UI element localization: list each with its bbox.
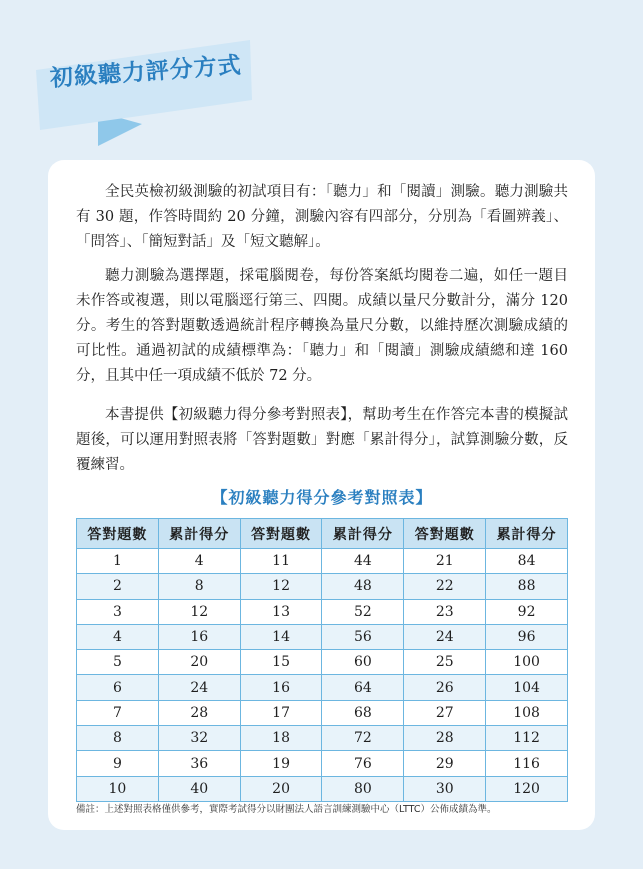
title-ribbon bbox=[0, 0, 260, 150]
table-row bbox=[77, 776, 568, 801]
score-cell: 52 bbox=[322, 599, 404, 624]
score-cell: 116 bbox=[486, 751, 568, 776]
score-cell: 24 bbox=[158, 675, 240, 700]
score-cell: 108 bbox=[486, 700, 568, 725]
correct-count-cell: 1 bbox=[77, 549, 159, 574]
intro-paragraph: 全民英檢初級測驗的初試項目有：「聽力」和「閱讀」測驗。聽力測驗共有 30 題，作答時間約 20 分鐘，測驗內容有四部分，分別為「看圖辨義」、「問答」、「簡短對話」及「短文聽解」。 bbox=[76, 184, 568, 250]
table-body bbox=[77, 549, 568, 802]
score-cell: 8 bbox=[158, 574, 240, 599]
correct-count-cell: 24 bbox=[404, 624, 486, 649]
correct-count-cell: 16 bbox=[240, 675, 322, 700]
table-row bbox=[77, 675, 568, 700]
table-row bbox=[77, 599, 568, 624]
correct-count-cell: 20 bbox=[240, 776, 322, 801]
correct-count-cell: 23 bbox=[404, 599, 486, 624]
score-cell: 100 bbox=[486, 650, 568, 675]
correct-count-cell: 26 bbox=[404, 675, 486, 700]
usage-paragraph: 本書提供【初級聽力得分參考對照表】，幫助考生在作答完本書的模擬試題後，可以運用對照表將「答對題數」對應「累計得分」，試算測驗分數，反覆練習。 bbox=[76, 407, 568, 473]
score-cell: 36 bbox=[158, 751, 240, 776]
score-cell: 96 bbox=[486, 624, 568, 649]
page-title: 初級聽力評分方式 bbox=[49, 52, 243, 92]
table-row bbox=[77, 726, 568, 751]
score-cell: 64 bbox=[322, 675, 404, 700]
score-cell: 40 bbox=[158, 776, 240, 801]
correct-count-cell: 10 bbox=[77, 776, 159, 801]
score-cell: 12 bbox=[158, 599, 240, 624]
correct-count-cell: 7 bbox=[77, 700, 159, 725]
scoring-paragraph: 聽力測驗為選擇題，採電腦閱卷，每份答案紙均閱卷二遍，如任一題目未作答或複選，則以電腦逕行第三、四閱。成績以量尺分數計分，滿分 120 分。考生的答對題數透過統計程序轉換為量尺分數，以維持歷次測驗成績的可比性。通過初試的成績標準為：「聽力」和「閱讀」測驗成績總和達 160 分，且其中任一項成績不低於 72 分。 bbox=[76, 268, 568, 384]
score-cell: 68 bbox=[322, 700, 404, 725]
score-cell: 112 bbox=[486, 726, 568, 751]
table-row bbox=[77, 751, 568, 776]
correct-count-cell: 2 bbox=[77, 574, 159, 599]
correct-count-cell: 22 bbox=[404, 574, 486, 599]
score-cell: 16 bbox=[158, 624, 240, 649]
score-cell: 32 bbox=[158, 726, 240, 751]
correct-count-cell: 13 bbox=[240, 599, 322, 624]
correct-count-cell: 8 bbox=[77, 726, 159, 751]
correct-count-cell: 30 bbox=[404, 776, 486, 801]
correct-count-cell: 18 bbox=[240, 726, 322, 751]
table-row bbox=[77, 549, 568, 574]
score-cell: 56 bbox=[322, 624, 404, 649]
score-cell: 76 bbox=[322, 751, 404, 776]
score-cell: 4 bbox=[158, 549, 240, 574]
score-cell: 120 bbox=[486, 776, 568, 801]
correct-count-cell: 19 bbox=[240, 751, 322, 776]
score-cell: 28 bbox=[158, 700, 240, 725]
table-title: 【初級聽力得分參考對照表】 bbox=[211, 488, 433, 507]
score-cell: 48 bbox=[322, 574, 404, 599]
score-cell: 104 bbox=[486, 675, 568, 700]
score-cell: 72 bbox=[322, 726, 404, 751]
score-cell: 84 bbox=[486, 549, 568, 574]
table-row bbox=[77, 624, 568, 649]
table-row bbox=[77, 700, 568, 725]
correct-count-cell: 5 bbox=[77, 650, 159, 675]
correct-count-cell: 9 bbox=[77, 751, 159, 776]
correct-count-cell: 28 bbox=[404, 726, 486, 751]
correct-count-cell: 6 bbox=[77, 675, 159, 700]
score-cell: 88 bbox=[486, 574, 568, 599]
column-header: 答對題數 bbox=[240, 519, 322, 549]
column-header: 累計得分 bbox=[322, 519, 404, 549]
table-row bbox=[77, 574, 568, 599]
correct-count-cell: 29 bbox=[404, 751, 486, 776]
correct-count-cell: 17 bbox=[240, 700, 322, 725]
correct-count-cell: 21 bbox=[404, 549, 486, 574]
correct-count-cell: 15 bbox=[240, 650, 322, 675]
correct-count-cell: 3 bbox=[77, 599, 159, 624]
score-cell: 44 bbox=[322, 549, 404, 574]
correct-count-cell: 14 bbox=[240, 624, 322, 649]
table-row bbox=[77, 650, 568, 675]
score-cell: 80 bbox=[322, 776, 404, 801]
correct-count-cell: 4 bbox=[77, 624, 159, 649]
column-header: 累計得分 bbox=[486, 519, 568, 549]
correct-count-cell: 25 bbox=[404, 650, 486, 675]
score-cell: 20 bbox=[158, 650, 240, 675]
correct-count-cell: 11 bbox=[240, 549, 322, 574]
correct-count-cell: 12 bbox=[240, 574, 322, 599]
table-header-row bbox=[77, 519, 568, 549]
column-header: 累計得分 bbox=[158, 519, 240, 549]
column-header: 答對題數 bbox=[404, 519, 486, 549]
footnote: 備註：上述對照表格僅供參考，實際考試得分以財團法人語言訓練測驗中心（LTTC）公佈成績為準。 bbox=[76, 804, 497, 815]
score-cell: 92 bbox=[486, 599, 568, 624]
score-table bbox=[76, 518, 568, 802]
correct-count-cell: 27 bbox=[404, 700, 486, 725]
score-cell: 60 bbox=[322, 650, 404, 675]
column-header: 答對題數 bbox=[77, 519, 159, 549]
